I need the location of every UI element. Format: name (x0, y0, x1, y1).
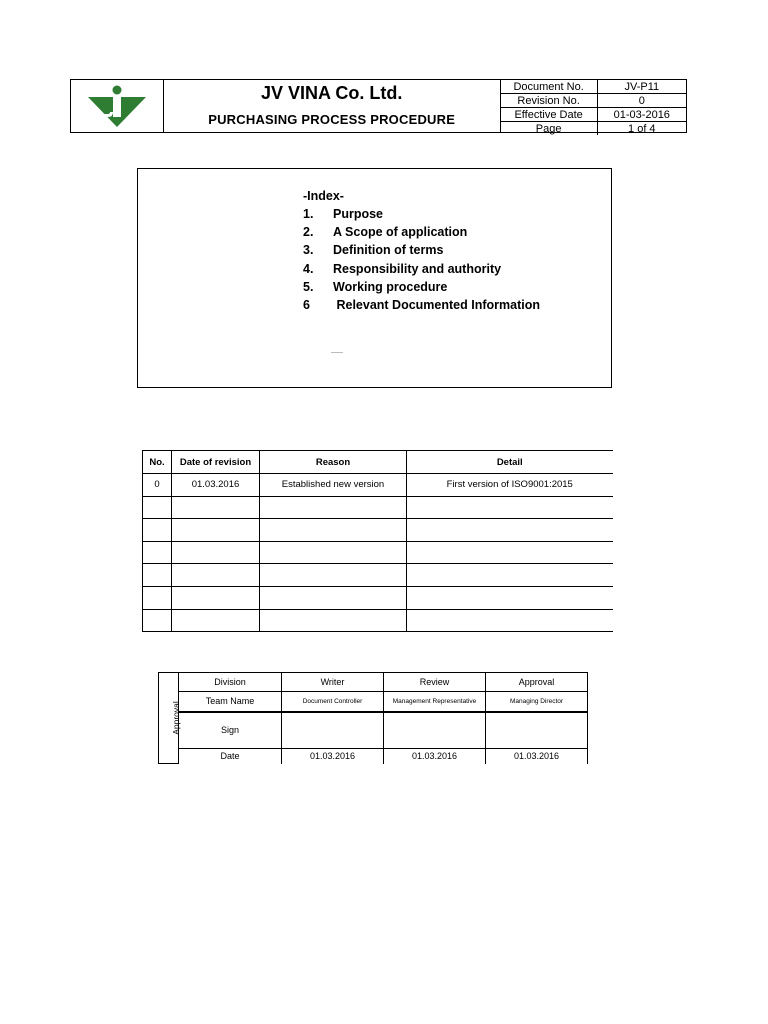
meta-label: Document No. (501, 80, 598, 94)
approval-table (158, 672, 588, 764)
revision-cell (260, 541, 407, 564)
revision-header-cell: Detail (407, 451, 613, 474)
meta-row (501, 122, 686, 136)
approval-cell (486, 712, 588, 749)
revision-cell (143, 496, 172, 519)
meta-row (501, 80, 686, 94)
divider (331, 352, 343, 353)
revision-cell (260, 519, 407, 542)
company-name: JV VINA Co. Ltd. (260, 83, 403, 103)
index-item (303, 205, 540, 223)
approval-row (159, 673, 588, 692)
table-row (143, 541, 613, 564)
meta-value: JV-P11 (597, 80, 686, 94)
approval-cell: Managing Director (486, 692, 588, 712)
approval-cell: Approval (486, 673, 588, 692)
index-item-label: Responsibility and authority (333, 261, 502, 276)
approval-row (159, 749, 588, 764)
revision-cell (172, 609, 260, 632)
index-item (303, 296, 540, 314)
approval-row (159, 692, 588, 712)
logo-cell (71, 80, 164, 132)
index-item-number: 1. (303, 207, 314, 221)
revision-cell (260, 586, 407, 609)
revision-cell: 0 (143, 474, 172, 497)
approval-cell: 01.03.2016 (282, 749, 384, 764)
approval-side-cell (159, 673, 179, 764)
document-title: PURCHASING PROCESS PROCEDURE (208, 112, 456, 127)
approval-cell: 01.03.2016 (384, 749, 486, 764)
index-item-label: Relevant Documented Information (333, 297, 540, 312)
table-row (143, 586, 613, 609)
table-row (143, 609, 613, 632)
approval-cell: 01.03.2016 (486, 749, 588, 764)
index-item-number: 2. (303, 225, 314, 240)
table-row (143, 519, 613, 542)
table-row (143, 496, 613, 519)
revision-cell (260, 609, 407, 632)
table-row (143, 474, 613, 497)
meta-row (501, 94, 686, 108)
index-list (303, 187, 540, 314)
index-box (137, 168, 612, 388)
revision-cell (260, 564, 407, 587)
revision-cell (172, 496, 260, 519)
revision-header-cell: Reason (260, 451, 407, 474)
revision-cell (172, 519, 260, 542)
approval-row-label: Sign (179, 712, 282, 749)
meta-label: Page (501, 122, 598, 136)
meta-value: 1 of 4 (628, 122, 656, 135)
revision-header-cell: No. (143, 451, 172, 474)
meta-row (501, 108, 686, 122)
meta-value: 0 (597, 94, 686, 108)
revision-cell (143, 586, 172, 609)
index-item (303, 260, 540, 278)
document-meta-table (501, 80, 686, 135)
revision-cell (172, 564, 260, 587)
revision-history-table (142, 450, 613, 632)
revision-cell: First version of ISO9001:2015 (407, 474, 613, 497)
revision-cell (407, 496, 613, 519)
title-cell (164, 80, 501, 132)
revision-cell (260, 496, 407, 519)
company-logo (87, 84, 147, 128)
revision-cell (407, 564, 613, 587)
approval-cell (384, 712, 486, 749)
revision-cell (407, 519, 613, 542)
revision-cell (143, 541, 172, 564)
revision-cell (407, 586, 613, 609)
index-item (303, 278, 540, 296)
revision-cell: Established new version (260, 474, 407, 497)
approval-cell (282, 712, 384, 749)
index-item-number: 5. (303, 279, 314, 294)
index-item (303, 241, 540, 259)
approval-cell: Management Representative (384, 692, 486, 712)
index-item-number: 4. (303, 261, 314, 276)
revision-cell (172, 586, 260, 609)
revision-cell (143, 564, 172, 587)
revision-cell (407, 541, 613, 564)
approval-row-label: Team Name (179, 692, 282, 712)
approval-cell: Writer (282, 673, 384, 692)
index-item-number: 3. (303, 243, 314, 258)
approval-cell: Document Controller (282, 692, 384, 712)
approval-row-label: Division (179, 673, 282, 692)
table-row (143, 564, 613, 587)
index-item-label: A Scope of application (333, 225, 468, 240)
document-header (70, 79, 687, 133)
index-item-number: 6 (303, 297, 310, 312)
index-item (303, 223, 540, 241)
revision-cell (143, 519, 172, 542)
revision-cell (407, 609, 613, 632)
meta-label: Revision No. (501, 94, 598, 108)
revision-cell (143, 609, 172, 632)
approval-cell: Review (384, 673, 486, 692)
meta-label: Effective Date (501, 108, 598, 122)
approval-row-label: Date (179, 749, 282, 764)
approval-side-label: Approval (170, 701, 181, 735)
index-item-label: Working procedure (333, 279, 448, 294)
revision-cell: 01.03.2016 (172, 474, 260, 497)
index-item-label: Purpose (333, 207, 384, 221)
index-item-label: Definition of terms (333, 243, 444, 258)
revision-cell (172, 541, 260, 564)
meta-value: 01-03-2016 (597, 108, 686, 122)
revision-header-cell: Date of revision (172, 451, 260, 474)
approval-row (159, 712, 588, 749)
index-heading: -Index- (303, 189, 344, 203)
